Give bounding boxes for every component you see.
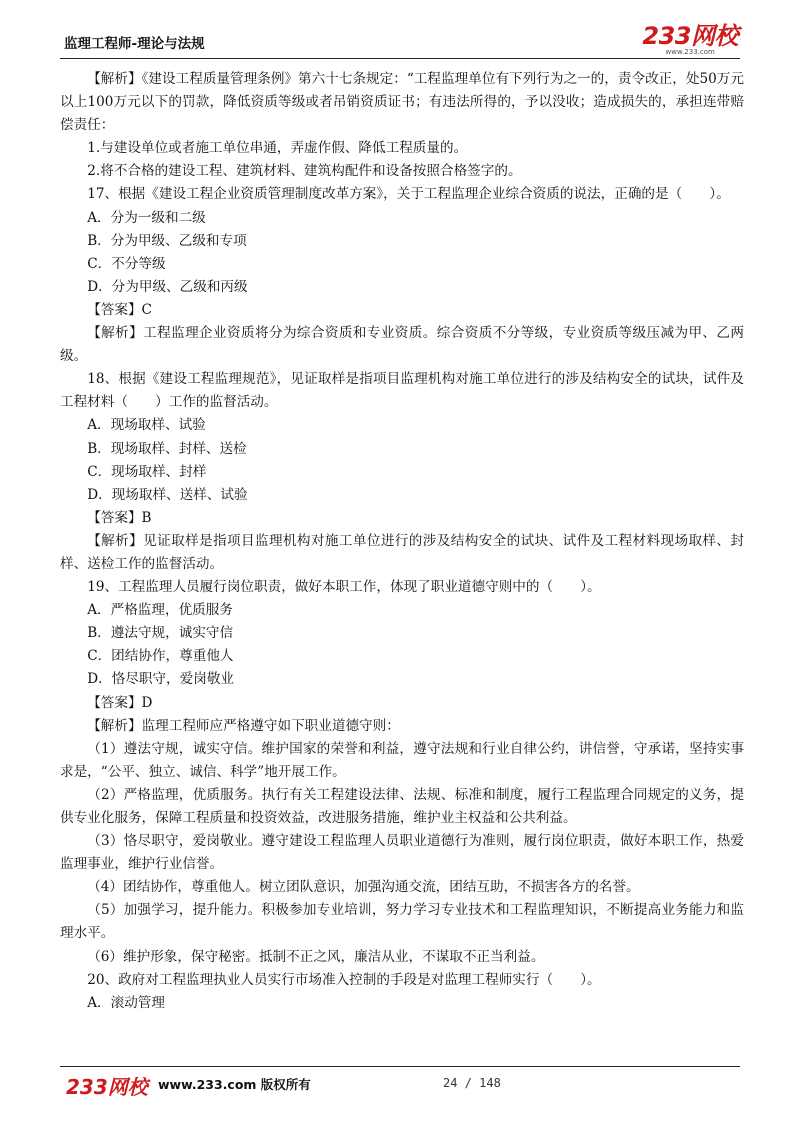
ethics-item: （4）团结协作，尊重他人。树立团队意识，加强沟通交流，团结互助，不损害各方的名誉。 — [87, 879, 640, 896]
answer: 【答案】B — [87, 509, 152, 526]
question-19: 19、工程监理人员履行岗位职责，做好本职工作，体现了职业道德守则中的（ ）。 — [87, 579, 601, 596]
question-20: 20、政府对工程监理执业人员实行市场准入控制的手段是对监理工程师实行（ ）。 — [87, 971, 601, 988]
answer: 【答案】D — [87, 694, 153, 711]
option-d: D．现场取样、送样、试验 — [87, 486, 248, 503]
page-body — [60, 68, 744, 1015]
option-a: A．严格监理，优质服务 — [87, 602, 233, 619]
question-17: 17、根据《建设工程企业资质管理制度改革方案》，关于工程监理企业综合资质的说法，正确的是（ ）。 — [87, 186, 730, 203]
option-d: D．分为甲级、乙级和丙级 — [87, 278, 248, 295]
ethics-item: （6）维护形象，保守秘密。抵制不正之风，廉洁从业，不谋取不正当利益。 — [87, 948, 545, 965]
option-d: D．恪尽职守，爱岗敬业 — [87, 671, 235, 688]
document-title: 监理工程师-理论与法规 — [64, 36, 205, 52]
list-item: 2.将不合格的建设工程、建筑材料、建筑构配件和设备按照合格签字的。 — [87, 163, 522, 180]
option-a: A．现场取样、试验 — [87, 417, 206, 434]
page-header — [60, 24, 740, 59]
analysis-paragraph: 【解析】监理工程师应严格遵守如下职业道德守则： — [87, 717, 400, 734]
option-a: A．分为一级和二级 — [87, 209, 206, 226]
analysis-paragraph: 【解析】见证取样是指项目监理机构对施工单位进行的涉及结构安全的试块、试件及工程材料现场取样、封样、送检工作的监督活动。 — [60, 532, 744, 572]
option-c: C．现场取样、封样 — [87, 463, 207, 480]
page-footer — [60, 1066, 740, 1097]
option-a: A．滚动管理 — [87, 994, 165, 1011]
brand-logo — [642, 24, 738, 56]
answer: 【答案】C — [87, 301, 152, 318]
ethics-item: （2）严格监理，优质服务。执行有关工程建设法律、法规、标准和制度，履行工程监理合同规定的义务，提供专业化服务，保障工程质量和投资效益，改进服务措施，维护业主权益和公共利益。 — [60, 786, 744, 826]
ethics-item: （5）加强学习，提升能力。积极参加专业培训，努力学习专业技术和工程监理知识，不断提高业务能力和监理水平。 — [60, 902, 744, 942]
brand-logo-text: 233网校 — [642, 22, 738, 50]
option-b: B．分为甲级、乙级和专项 — [87, 232, 247, 249]
page-number: 24 / 148 — [443, 1076, 501, 1090]
option-c: C．不分等级 — [87, 255, 166, 272]
analysis-paragraph: 【解析】《建设工程质量管理条例》第六十七条规定：“工程监理单位有下列行为之一的，责令改正，处50万元以上100万元以下的罚款，降低资质等级或者吊销资质证书；有违法所得的，予以没收；造成损失的，承担连带赔偿责任： — [60, 71, 744, 134]
brand-logo-url: www.233.com — [665, 48, 715, 56]
option-c: C．团结协作，尊重他人 — [87, 648, 234, 665]
question-18: 18、根据《建设工程监理规范》，见证取样是指项目监理机构对施工单位进行的涉及结构安全的试块，试件及工程材料（ ）工作的监督活动。 — [60, 371, 744, 411]
list-item: 1.与建设单位或者施工单位串通，弄虚作假、降低工程质量的。 — [87, 140, 468, 157]
ethics-item: （3）恪尽职守，爱岗敬业。遵守建设工程监理人员职业道德行为准则，履行岗位职责，做好本职工作，热爱监理事业，维护行业信誉。 — [60, 833, 744, 873]
footer-copyright: www.233.com 版权所有 — [158, 1077, 311, 1092]
option-b: B．现场取样、封样、送检 — [87, 440, 247, 457]
option-b: B．遵法守规，诚实守信 — [87, 625, 234, 642]
analysis-paragraph: 【解析】工程监理企业资质将分为综合资质和专业资质。综合资质不分等级，专业资质等级压减为甲、乙两级。 — [60, 325, 744, 365]
footer-logo: 233网校 — [66, 1075, 148, 1099]
ethics-item: （1）遵法守规，诚实守信。维护国家的荣誉和利益，遵守法规和行业自律公约，讲信誉，守承诺，坚持实事求是，“公平、独立、诚信、科学”地开展工作。 — [60, 740, 744, 780]
